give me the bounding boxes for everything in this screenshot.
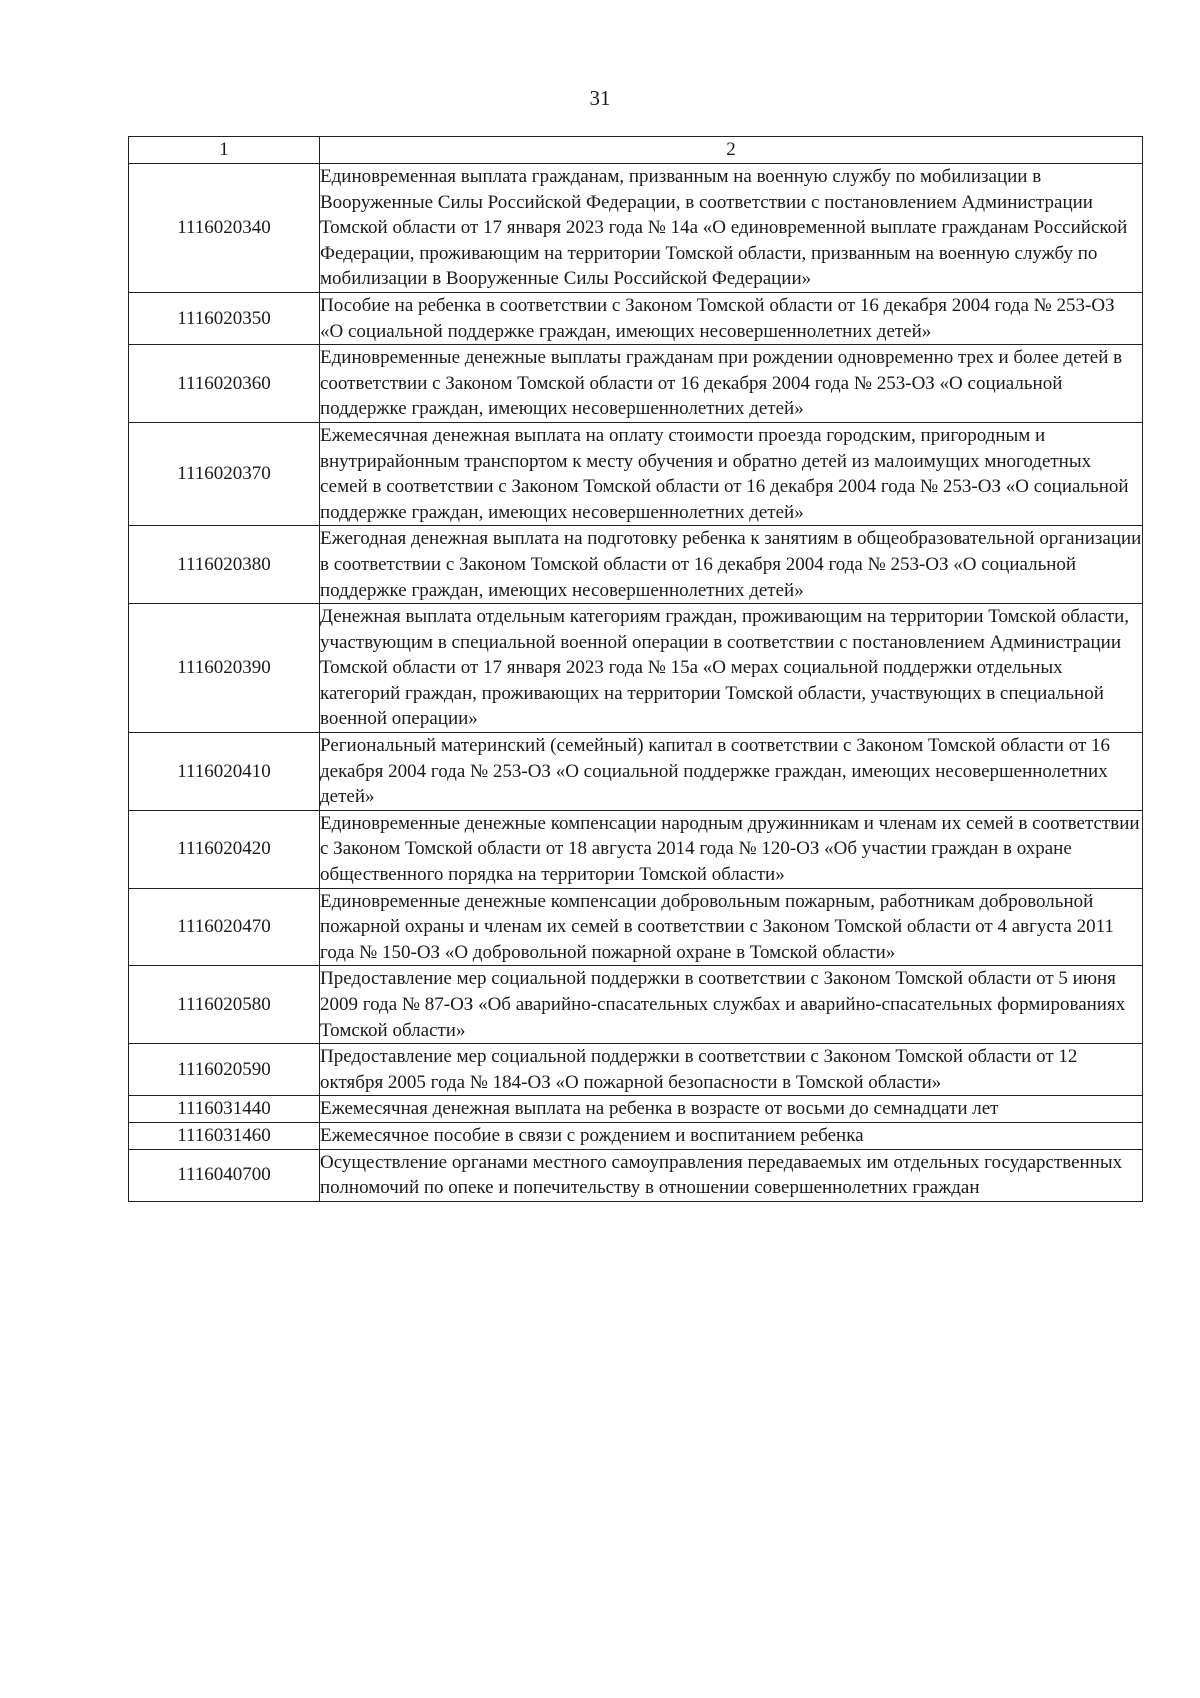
row-code: 1116020360 — [129, 345, 320, 423]
row-description: Ежемесячное пособие в связи с рождением и воспитанием ребенка — [320, 1122, 1143, 1149]
table-row — [129, 164, 1143, 293]
row-description: Денежная выплата отдельным категориям граждан, проживающим на территории Томской области, участвующим в специальной военной операции в соответствии с постановлением Администрации Томской области от 17 января 2023 года № 15а «О мерах социальной поддержки отдельных категорий граждан, проживающих на территории Томской области, участвующих в специальной военной операции» — [320, 604, 1143, 733]
row-code: 1116020580 — [129, 966, 320, 1044]
row-code: 1116020420 — [129, 810, 320, 888]
classification-table — [128, 136, 1143, 1202]
table-row — [129, 810, 1143, 888]
table-header-row — [129, 137, 1143, 164]
row-code: 1116020590 — [129, 1044, 320, 1096]
row-code: 1116031460 — [129, 1122, 320, 1149]
table-row — [129, 1122, 1143, 1149]
table-row — [129, 526, 1143, 604]
table-row — [129, 604, 1143, 733]
table-row — [129, 1044, 1143, 1096]
table-row — [129, 422, 1143, 525]
row-code: 1116020410 — [129, 733, 320, 811]
row-code: 1116020470 — [129, 888, 320, 966]
row-description: Ежегодная денежная выплата на подготовку ребенка к занятиям в общеобразовательной организации в соответствии с Законом Томской области от 16 декабря 2004 года № 253-ОЗ «О социальной поддержке граждан, имеющих несовершеннолетних детей» — [320, 526, 1143, 604]
row-description: Ежемесячная денежная выплата на оплату стоимости проезда городским, пригородным и внутрирайонным транспортом к месту обучения и обратно детей из малоимущих многодетных семей в соответствии с Законом Томской области от 16 декабря 2004 года № 253-ОЗ «О социальной поддержке граждан, имеющих несовершеннолетних детей» — [320, 422, 1143, 525]
row-description: Единовременные денежные компенсации добровольным пожарным, работникам добровольной пожарной охраны и членам их семей в соответствии с Законом Томской области от 4 августа 2011 года № 150-ОЗ «О добровольной пожарной охране в Томской области» — [320, 888, 1143, 966]
table-row — [129, 733, 1143, 811]
row-description: Осуществление органами местного самоуправления передаваемых им отдельных государственных полномочий по опеке и попечительству в отношении совершеннолетних граждан — [320, 1149, 1143, 1201]
column-header-1: 1 — [129, 137, 320, 164]
table-row — [129, 888, 1143, 966]
column-header-2: 2 — [320, 137, 1143, 164]
row-code: 1116020380 — [129, 526, 320, 604]
row-description: Единовременные денежные выплаты гражданам при рождении одновременно трех и более детей в соответствии с Законом Томской области от 16 декабря 2004 года № 253-ОЗ «О социальной поддержке граждан, имеющих несовершеннолетних детей» — [320, 345, 1143, 423]
table-row — [129, 345, 1143, 423]
row-code: 1116020340 — [129, 164, 320, 293]
row-code: 1116031440 — [129, 1096, 320, 1123]
row-code: 1116020350 — [129, 292, 320, 344]
row-code: 1116020370 — [129, 422, 320, 525]
table-row — [129, 1149, 1143, 1201]
row-description: Предоставление мер социальной поддержки в соответствии с Законом Томской области от 5 июня 2009 года № 87-ОЗ «Об аварийно-спасательных службах и аварийно-спасательных формированиях Томской области» — [320, 966, 1143, 1044]
row-description: Пособие на ребенка в соответствии с Законом Томской области от 16 декабря 2004 года № 253-ОЗ «О социальной поддержке граждан, имеющих несовершеннолетних детей» — [320, 292, 1143, 344]
table-row — [129, 1096, 1143, 1123]
row-description: Региональный материнский (семейный) капитал в соответствии с Законом Томской области от 16 декабря 2004 года № 253-ОЗ «О социальной поддержке граждан, имеющих несовершеннолетних детей» — [320, 733, 1143, 811]
row-description: Предоставление мер социальной поддержки в соответствии с Законом Томской области от 12 октября 2005 года № 184-ОЗ «О пожарной безопасности в Томской области» — [320, 1044, 1143, 1096]
row-code: 1116040700 — [129, 1149, 320, 1201]
row-description: Единовременная выплата гражданам, призванным на военную службу по мобилизации в Вооруженные Силы Российской Федерации, в соответствии с постановлением Администрации Томской области от 17 января 2023 года № 14а «О единовременной выплате гражданам Российской Федерации, проживающим на территории Томской области, призванным на военную службу по мобилизации в Вооруженные Силы Российской Федерации» — [320, 164, 1143, 293]
table-row — [129, 292, 1143, 344]
row-code: 1116020390 — [129, 604, 320, 733]
table-row — [129, 966, 1143, 1044]
row-description: Единовременные денежные компенсации народным дружинникам и членам их семей в соответствии с Законом Томской области от 18 августа 2014 года № 120-ОЗ «Об участии граждан в охране общественного порядка на территории Томской области» — [320, 810, 1143, 888]
row-description: Ежемесячная денежная выплата на ребенка в возрасте от восьми до семнадцати лет — [320, 1096, 1143, 1123]
page-number: 31 — [589, 86, 611, 110]
